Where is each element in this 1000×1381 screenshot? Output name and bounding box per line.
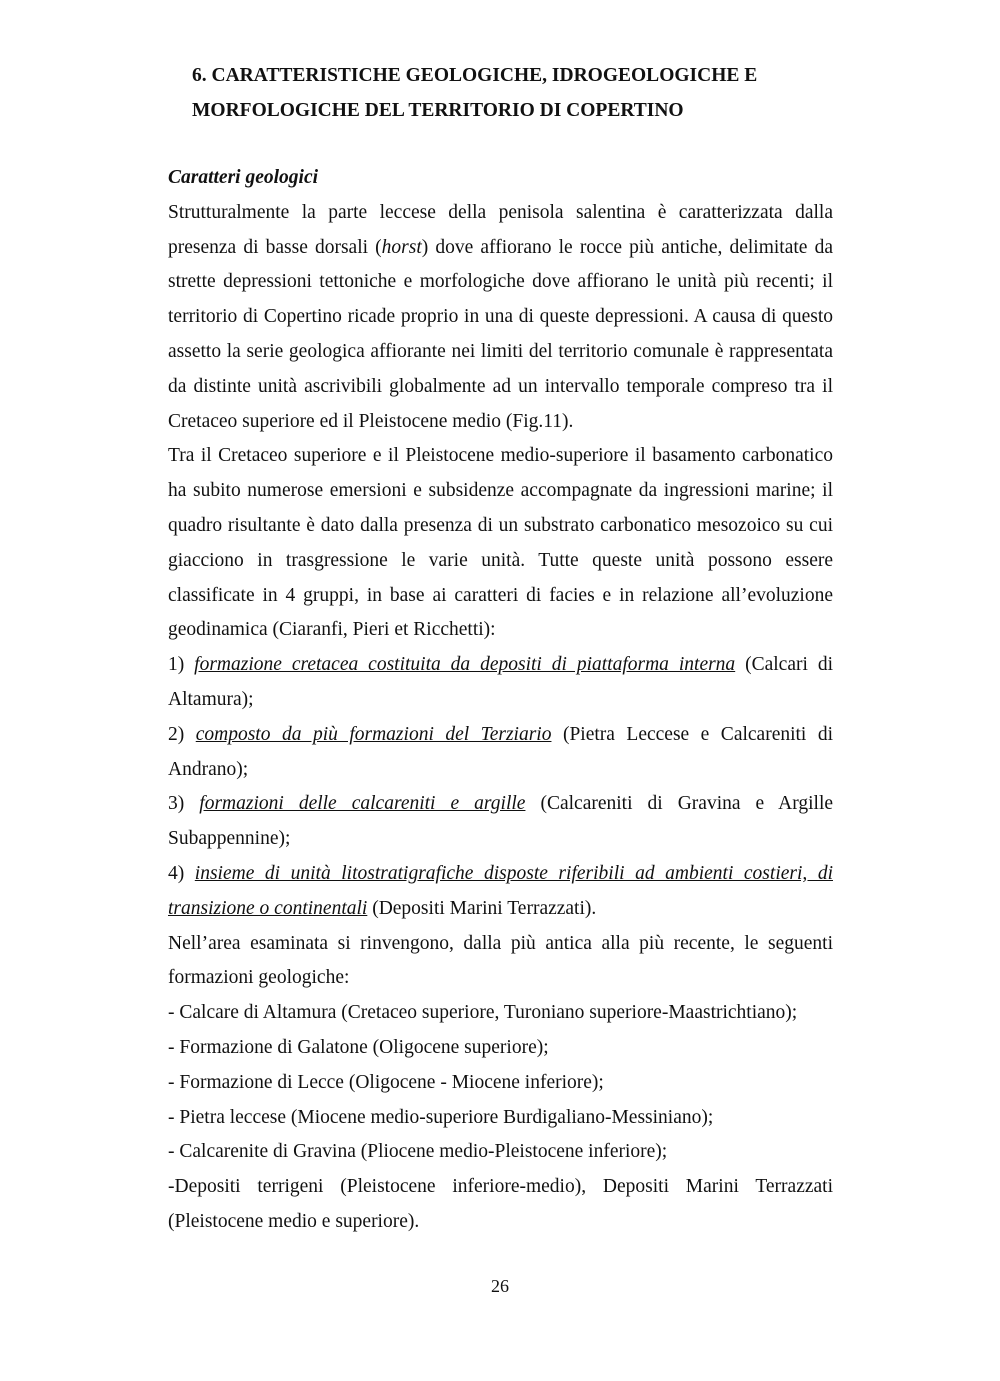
group-item-2 [168,718,833,788]
group-number: 1) [168,654,185,676]
chapter-heading [192,58,832,128]
paragraph-1-term: horst [381,236,422,258]
group-term: formazioni delle calcareniti e argille [199,793,526,815]
group-detail: (Calcari di Altamura); [168,654,833,710]
formation-item: - Pietra leccese (Miocene medio-superiore Burdigaliano-Messiniano); [168,1106,714,1128]
group-term: composto da più formazioni del Terziario [195,723,552,745]
group-number: 2) [168,723,185,745]
group-detail: (Depositi Marini Terrazzati). [372,897,597,919]
formation-item: - Formazione di Lecce (Oligocene - Miocene inferiore); [168,1071,604,1093]
group-number: 4) [168,862,185,884]
group-item-1 [168,648,833,718]
group-detail: (Calcareniti di Gravina e Argille Subappennine); [168,793,834,850]
group-term: insieme di unità litostratigrafiche disposte riferibili ad ambienti costieri, di transizione o continentali [168,862,833,919]
paragraph-2: Tra il Cretaceo superiore e il Pleistocene medio-superiore il basamento carbonatico ha subito numerose emersioni e subsidenze accompagnate da ingressioni marine; il quadro risultante è dato dalla presenza di un substrato carbonatico mesozoico su cui giacciono in trasgressione le varie unità. Tutte queste unità possono essere classificate in 4 gruppi, in base ai caratteri di facies e in relazione all’evoluzione geodinamica (Ciaranfi, Pieri et Ricchetti): [168,445,833,641]
group-item-3 [168,787,833,857]
paragraph-3: Nell’area esaminata si rinvengono, dalla più antica alla più recente, le seguenti formazioni geologiche: [168,932,833,989]
group-detail: (Pietra Leccese e Calcareniti di Andrano); [168,723,834,780]
paragraph-1-end: ) dove affiorano le rocce più antiche, delimitate da strette depressioni tettoniche e morfologiche dove affiorano le unità più recenti; il territorio di Copertino ricade proprio in una di queste depressioni. A causa di questo assetto la serie geologica affiorante nei limiti del territorio comunale è rappresentata da distinte unità ascrivibili globalmente ad un intervallo temporale compreso tra il Cretaceo superiore ed il Pleistocene medio (Fig.11). [168,236,833,432]
group-number: 3) [168,793,185,815]
formation-item: - Formazione di Galatone (Oligocene superiore); [168,1036,549,1058]
chapter-heading-line-1: 6. CARATTERISTICHE GEOLOGICHE, IDROGEOLOGICHE E [192,65,758,86]
formation-item-last: -Depositi terrigeni (Pleistocene inferiore-medio), Depositi Marini Terrazzati (Pleistocene medio e superiore). [168,1176,833,1232]
formation-item: - Calcarenite di Gravina (Pliocene medio-Pleistocene inferiore); [168,1141,668,1163]
page-number: 26 [491,1276,509,1296]
section-title: Caratteri geologici [168,167,319,188]
formation-item: - Calcare di Altamura (Cretaceo superiore, Turoniano superiore-Maastrichtiano); [168,1002,798,1024]
paragraph-1-start: Strutturalmente la parte leccese della penisola salentina è caratterizzata dalla presenza di basse dorsali ( [168,201,833,258]
paragraph-1 [168,196,833,440]
section-body [168,161,833,1240]
chapter-heading-line-2: MORFOLOGICHE DEL TERRITORIO DI COPERTINO [192,100,684,121]
group-term: formazione cretacea costituita da depositi di piattaforma interna [194,654,736,676]
group-item-4 [168,857,833,927]
